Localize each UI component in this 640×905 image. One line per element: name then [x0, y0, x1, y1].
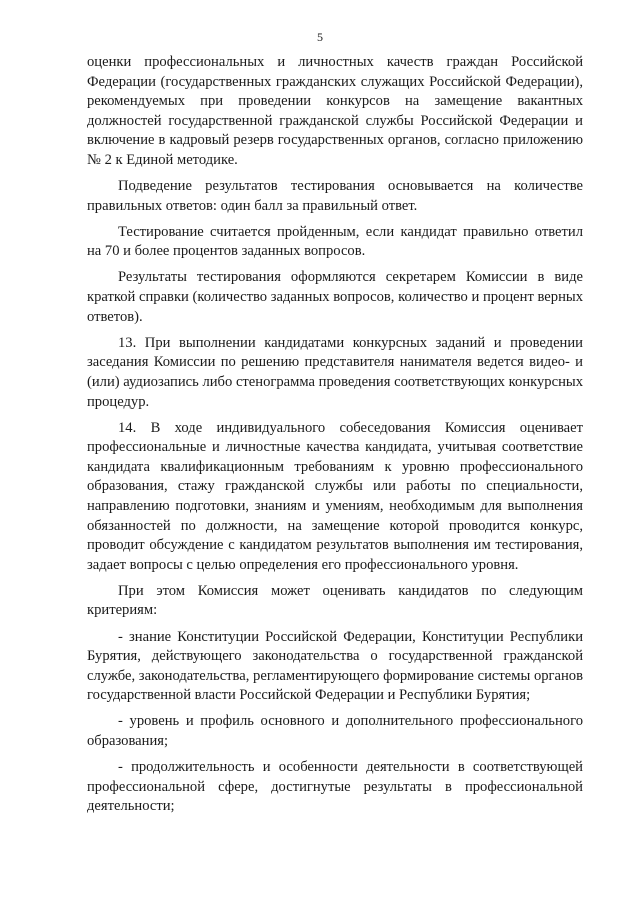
paragraph: Тестирование считается пройденным, если кандидат правильно ответил на 70 и более процентов заданных вопросов. [87, 223, 583, 260]
list-item: - продолжительность и особенности деятельности в соответствующей профессиональной сфере, достигнутые результаты в профессиональной деятельности; [87, 759, 583, 815]
paragraph: Результаты тестирования оформляются секретарем Комиссии в виде краткой справки (количество заданных вопросов, количество и процент верных ответов). [87, 269, 583, 325]
paragraph: 14. В ходе индивидуального собеседования Комиссия оценивает профессиональные и личностные качества кандидата, учитывая соответствие кандидата квалификационным требованиям к уровню профессионального образования, стажу гражданской службы или работы по специальности, направлению подготовки, знаниям и умениям, необходимым для выполнения обязанностей по должности, на замещение которой проводится конкурс, проводит обсуждение с кандидатом результатов выполнения им тестирования, задает вопросы с целью определения его профессионального уровня. [87, 419, 583, 573]
paragraph: При этом Комиссия может оценивать кандидатов по следующим критериям: [87, 582, 583, 619]
page-number: 5 [317, 30, 323, 44]
list-item: - уровень и профиль основного и дополнительного профессионального образования; [87, 713, 583, 749]
paragraph: 13. При выполнении кандидатами конкурсных заданий и проведении заседания Комиссии по решению представителя нанимателя ведется видео- и (или) аудиозапись либо стенограмма проведения соответствующих конкурсных процедур. [87, 334, 583, 410]
document-body [87, 53, 583, 823]
paragraph: оценки профессиональных и личностных качеств граждан Российской Федерации (государственных гражданских служащих Российской Федерации), рекомендуемых при проведении конкурсов на замещение вакантных должностей государственной гражданской службы Российской Федерации и включение в кадровый резерв государственных органов, согласно приложению № 2 к Единой методике. [87, 54, 583, 168]
list-item: - знание Конституции Российской Федерации, Конституции Республики Бурятия, действующего законодательства о государственной гражданской службе, законодательства, регламентирующего формирование системы органов государственной власти Российской Федерации и Республики Бурятия; [87, 628, 583, 704]
paragraph: Подведение результатов тестирования основывается на количестве правильных ответов: один балл за правильный ответ. [87, 178, 583, 214]
